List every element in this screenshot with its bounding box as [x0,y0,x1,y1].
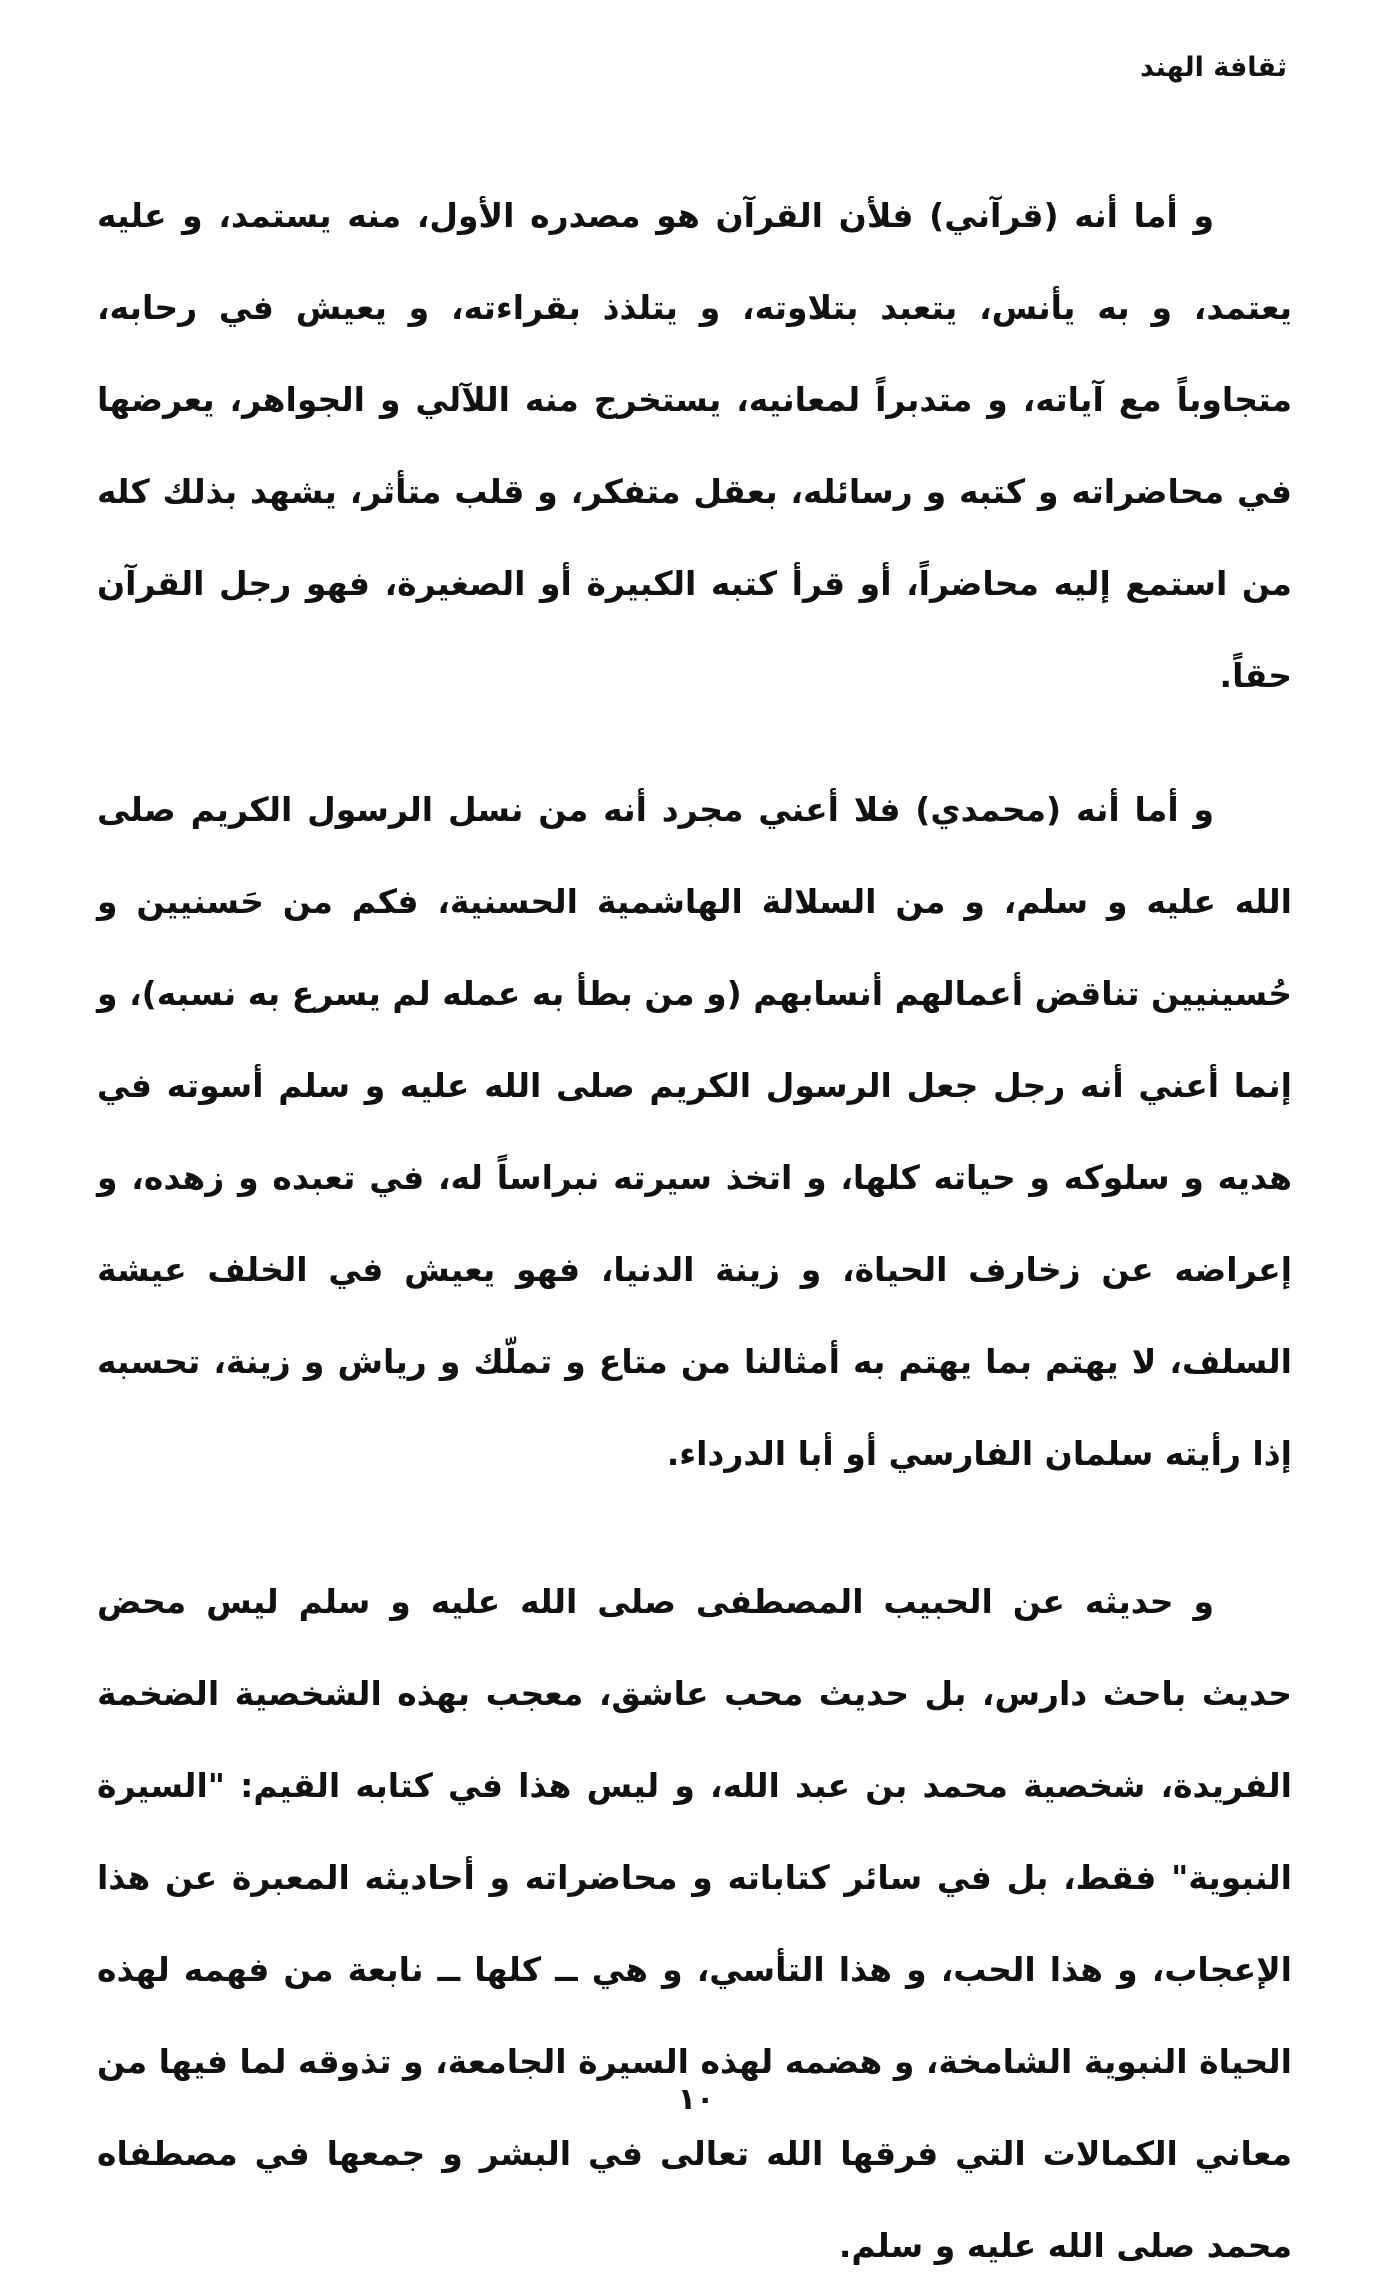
paragraph-text: و أما أنه (قرآني) فلأن القرآن هو مصدره الأول، منه يستمد، و عليه يعتمد، و به يأنس، يتعبد بتلاوته، و يتلذذ بقراءته، و يعيش في رحابه، متجاوباً مع آياته، و متدبراً لمعانيه، يستخرج منه اللآلي و الجواهر، يعرضها في محاضراته و كتبه و رسائله، بعقل متفكر، و قلب متأثر، يشهد بذلك كله من استمع إليه محاضراً، أو قرأ كتبه الكبيرة أو الصغيرة، فهو رجل القرآن حقاً. [97,196,1292,695]
body-text [97,170,1292,2292]
paragraph-text: و أما أنه (محمدي) فلا أعني مجرد أنه من نسل الرسول الكريم صلى الله عليه و سلم، و من السلالة الهاشمية الحسنية، فكم من حَسنيين و حُسينيين تناقض أعمالهم أنسابهم (و من بطأ به عمله لم يسرع به نسبه)، و إنما أعني أنه رجل جعل الرسول الكريم صلى الله عليه و سلم أسوته في هديه و سلوكه و حياته كلها، و اتخذ سيرته نبراساً له، في تعبده و زهده، و إعراضه عن زخارف الحياة، و زينة الدنيا، فهو يعيش في الخلف عيشة السلف، لا يهتم بما يهتم به أمثالنا من متاع و تملّك و رياش و زينة، تحسبه إذا رأيته سلمان الفارسي أو أبا الدرداء. [97,790,1292,1473]
paragraph-quranic [97,170,1292,722]
paragraph-prophet-talk [97,1556,1292,2292]
paragraph-muhammadi [97,764,1292,1500]
page-number: ١٠ [677,2082,715,2117]
paragraph-text: و حديثه عن الحبيب المصطفى صلى الله عليه و سلم ليس محض حديث باحث دارس، بل حديث محب عاشق، معجب بهذه الشخصية الضخمة الفريدة، شخصية محمد بن عبد الله، و ليس هذا في كتابه القيم: "السيرة النبوية" فقط، بل في سائر كتاباته و محاضراته و أحاديثه المعبرة عن هذا الإعجاب، و هذا الحب، و هذا التأسي، و هي ــ كلها ــ نابعة من فهمه لهذه الحياة النبوية الشامخة، و هضمه لهذه السيرة الجامعة، و تذوقه لما فيها من معاني الكمالات التي فرقها الله تعالى في البشر و جمعها في مصطفاه محمد صلى الله عليه و سلم. [97,1582,1292,2265]
running-header: ثقافة الهند [1140,52,1287,83]
